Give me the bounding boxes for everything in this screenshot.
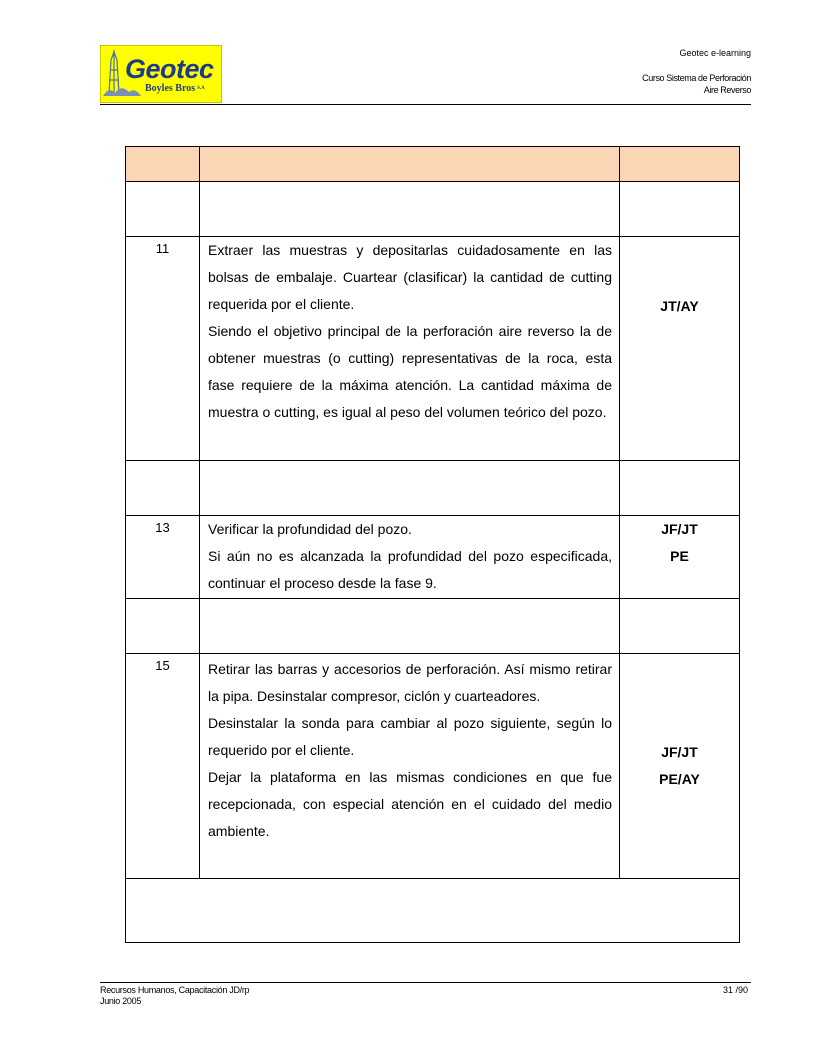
course-line-1: Curso Sistema de Perforación [642,73,751,83]
table-header-row [126,147,740,182]
empty-row [126,461,740,516]
header-cell-num [126,147,200,182]
company-line: Geotec e-learning [679,48,751,58]
empty-cell [620,461,740,516]
empty-cell [126,461,200,516]
geotec-logo [100,45,222,103]
step-paragraph: Siendo el objetivo principal de la perforación aire reverso la de obtener muestras (o cutting) representativas de la roca, esta fase requiere de la máxima atención. La cantidad máxima de muestra o cutting, es igual al peso del volumen teórico del pozo. [208,323,612,420]
step-paragraph: Extraer las muestras y depositarlas cuidadosamente en las bolsas de embalaje. Cuartear (clasificar) la cantidad de cutting requerida por el cliente. [208,242,612,312]
step-paragraph: Retirar las barras y accesorios de perforación. Así mismo retirar la pipa. Desinstalar compresor, ciclón y cuarteadores. [208,661,612,704]
step-paragraph: Desinstalar la sonda para cambiar al pozo siguiente, según lo requerido por el cliente. [208,715,612,758]
step-description [200,654,620,879]
empty-cell [126,182,200,237]
footer-credit-line: Recursos Humanos, Capacitación JD/rp [100,985,250,995]
footer-divider [100,982,751,983]
step-paragraph: Dejar la plataforma en las mismas condiciones en que fue recepcionada, con especial atención en el cuidado del medio ambiente. [208,769,612,839]
step-description [200,516,620,599]
responsible-code: PE/AY [659,771,700,787]
empty-cell [200,182,620,237]
responsible-code: JF/JT [661,521,698,537]
empty-cell [200,599,620,654]
logo-text: Geotec [125,54,214,84]
step-paragraph: Verificar la profundidad del pozo. [208,521,412,537]
header-cell-resp [620,147,740,182]
step-number: 15 [126,654,200,879]
step-responsible [620,516,740,599]
responsible-code: JT/AY [660,298,699,314]
empty-cell [620,599,740,654]
procedure-table [125,146,740,943]
step-paragraph: Si aún no es alcanzada la profundidad del pozo especificada, continuar el proceso desde la fase 9. [208,548,612,591]
empty-cell [126,879,740,943]
empty-cell [126,599,200,654]
empty-cell [620,182,740,237]
empty-row [126,182,740,237]
step-responsible [620,654,740,879]
step-number: 13 [126,516,200,599]
step-responsible [620,237,740,461]
empty-cell [200,461,620,516]
header-divider [100,104,751,105]
step-description [200,237,620,461]
footer-credits [100,985,249,1007]
course-line-2: Aire Reverso [703,85,751,95]
table-row [126,654,740,879]
footer-date: Junio 2005 [100,996,142,1006]
step-number: 11 [126,237,200,461]
responsible-code: PE [670,548,689,564]
responsible-code: JF/JT [661,744,698,760]
empty-row [126,599,740,654]
page-number: 31 /90 [722,985,748,995]
header-cell-task [200,147,620,182]
empty-row [126,879,740,943]
logo-subtext: Boyles Bros $^{S.A}$ [145,83,205,94]
table-row [126,516,740,599]
table-row [126,237,740,461]
